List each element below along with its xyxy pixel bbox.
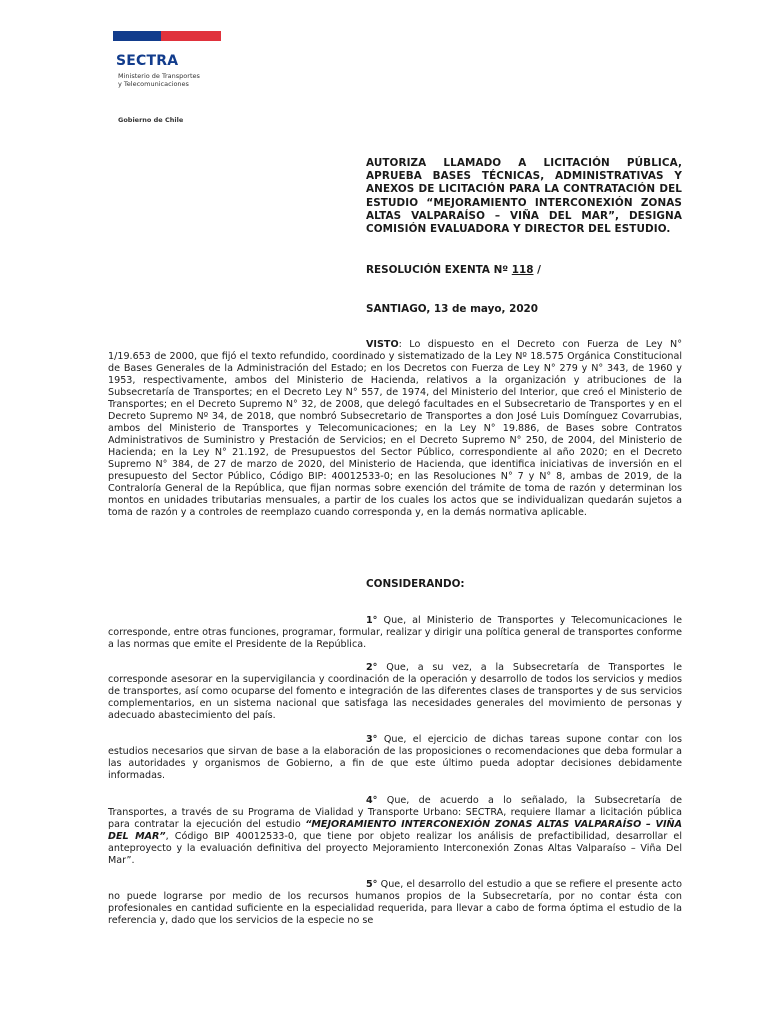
org-subtitle-line-1: Ministerio de Transportes — [118, 72, 200, 80]
considerando-1 — [108, 615, 682, 651]
org-subtitle-line-2: y Telecomunicaciones — [118, 80, 189, 88]
considerando-num: 1° — [366, 615, 378, 626]
resolution-suffix: / — [533, 264, 541, 276]
considerando-text: Que, a su vez, a la Subsecretaría de Transportes le corresponde asesorar en la supervigilancia y coordinación de la operación y desarrollo de todos los servicios y medios de transportes, así como ocuparse del fomento e integración de las diferentes clases de transportes y de sus servicios complementarios, en un sistema nacional que satisfaga las necesidades generales del movimiento de personas y adecuado abastecimiento del país. — [108, 662, 682, 721]
resolution-num: 118 — [511, 264, 534, 276]
resolution-number — [366, 264, 541, 276]
logo-bar-blue — [113, 31, 161, 41]
study-name: “MEJORAMIENTO INTERCONEXIÓN ZONAS ALTAS VALPARAÍSO – VIÑA DEL MAR” — [108, 819, 682, 842]
considerando-num: 5° — [366, 879, 378, 890]
visto-text: : Lo dispuesto en el Decreto con Fuerza de Ley N° 1/19.653 de 2000, que fijó el texto refundido, coordinado y sistematizado de la Ley Nº 18.575 Orgánica Constitucional de Bases Generales de la Administración del Estado; en los Decretos con Fuerza de Ley N° 279 y N° 343, de 1960 y 1953, respectivamente, ambos del Ministerio de Hacienda, relativos a la organización y atribuciones de la Subsecretaría de Transportes; en el Decreto Ley N° 557, de 1974, del Ministerio del Interior, que creó el Ministerio de Transportes; en el Decreto Supremo N° 32, de 2008, que delegó facultades en el Subsecretario de Transportes y en el Decreto Supremo Nº 34, de 2018, que nombró Subsecretario de Transportes a don José Luis Domínguez Covarrubias, ambos del Ministerio de Transportes y Telecomunicaciones; en la Ley N° 19.886, de Bases sobre Contratos Administrativos de Suministro y Prestación de Servicios; en el Decreto Supremo N° 250, de 2004, del Ministerio de Hacienda; en la Ley N° 21.192, de Presupuestos del Sector Público, correspondiente al año 2020; en el Decreto Supremo N° 384, de 27 de marzo de 2020, del Ministerio de Hacienda, que identifica iniciativas de inversión en el presupuesto del Sector Público, Código BIP: 40012533-0; en las Resoluciones N° 7 y N° 8, ambas de 2019, de la Contraloría General de la República, que fijan normas sobre exención del trámite de toma de razón y determinan los montos en unidades tributarias mensuales, a partir de los cuales los actos que se individualizan quedarán sujetos a toma de razón y a controles de reemplazo cuando corresponda y, en la demás normativa aplicable. — [108, 339, 682, 518]
considerando-text: Que, el desarrollo del estudio a que se refiere el presente acto no puede lograrse por medio de los recursos humanos propios de la Subsecretaría, por no contar ésta con profesionales en cantidad suficiente en la especialidad requerida, para llevar a cabo de forma óptima el estudio de la referencia y, dado que los servicios de la especie no se — [108, 879, 682, 926]
org-name: SECTRA — [116, 53, 179, 69]
document-title: AUTORIZA LLAMADO A LICITACIÓN PÚBLICA, APRUEBA BASES TÉCNICAS, ADMINISTRATIVAS Y ANEXOS DE LICITACIÓN PARA LA CONTRATACIÓN DEL ESTUDIO “MEJORAMIENTO INTERCONEXIÓN ZONAS ALTAS VALPARAÍSO – VIÑA DEL MAR”, DESIGNA COMISIÓN EVALUADORA Y DIRECTOR DEL ESTUDIO. — [366, 157, 682, 236]
considerando-text: Que, el ejercicio de dichas tareas supone contar con los estudios necesarios que sirvan de base a la elaboración de las proposiciones o recomendaciones que deba formular a las autoridades y organismos de Gobierno, a fin de que este último pueda adoptar decisiones debidamente informadas. — [108, 734, 682, 781]
considerando-text-b: , Código BIP 40012533-0, que tiene por objeto realizar los análisis de prefactibilidad, desarrollar el anteproyecto y la evaluación definitiva del proyecto Mejoramiento Interconexión Zonas Altas Valparaíso – Viña Del Mar”. — [108, 831, 682, 866]
logo-bar-red — [161, 31, 221, 41]
logo-color-bar — [113, 31, 221, 41]
considerando-text-a: Que, de acuerdo a lo señalado, la Subsecretaría de Transportes, a través de su Programa de Vialidad y Transporte Urbano: SECTRA, requiere llamar a licitación pública para contratar la ejecución del estudio — [108, 795, 682, 830]
considerando-heading: CONSIDERANDO: — [366, 578, 465, 590]
considerando-text: Que, al Ministerio de Transportes y Telecomunicaciones le corresponde, entre otras funciones, programar, formular, realizar y dirigir una política general de transportes conforme a las normas que emite el Presidente de la República. — [108, 615, 682, 650]
resolution-prefix: RESOLUCIÓN EXENTA Nº — [366, 264, 512, 276]
visto-lead: VISTO — [366, 339, 399, 350]
considerando-num: 2° — [366, 662, 378, 673]
government-label: Gobierno de Chile — [118, 116, 184, 124]
considerando-num: 3° — [366, 734, 378, 745]
considerando-2 — [108, 662, 682, 722]
considerando-4 — [108, 795, 682, 867]
considerando-5 — [108, 879, 682, 927]
org-subtitle — [118, 72, 238, 88]
considerando-3 — [108, 734, 682, 782]
considerando-num: 4° — [366, 795, 378, 806]
visto-paragraph — [108, 339, 682, 519]
document-date: SANTIAGO, 13 de mayo, 2020 — [366, 303, 539, 315]
